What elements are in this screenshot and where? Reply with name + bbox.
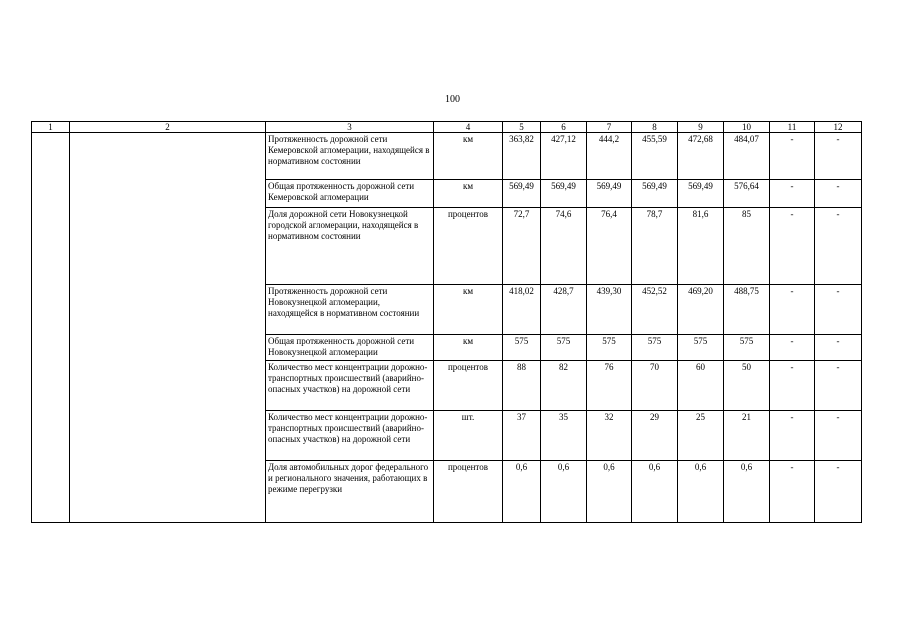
unit-cell: шт. bbox=[434, 411, 503, 461]
value-cell: 25 bbox=[678, 411, 724, 461]
value-cell: 76,4 bbox=[587, 208, 632, 285]
value-cell: 444,2 bbox=[587, 133, 632, 180]
value-cell: 50 bbox=[724, 361, 770, 411]
value-cell: 74,6 bbox=[541, 208, 587, 285]
value-cell: - bbox=[815, 361, 862, 411]
value-cell: 428,7 bbox=[541, 285, 587, 335]
value-cell: 569,49 bbox=[541, 180, 587, 208]
column-header: 9 bbox=[678, 122, 724, 133]
value-cell: 81,6 bbox=[678, 208, 724, 285]
indicator-cell: Протяженность дорожной сети Кемеровской агломерации, находящейся в нормативном состоянии bbox=[266, 133, 434, 180]
column-header: 3 bbox=[266, 122, 434, 133]
column-header: 10 bbox=[724, 122, 770, 133]
unit-cell: процентов bbox=[434, 461, 503, 523]
value-cell: 488,75 bbox=[724, 285, 770, 335]
value-cell: - bbox=[815, 461, 862, 523]
value-cell: 76 bbox=[587, 361, 632, 411]
value-cell: - bbox=[815, 133, 862, 180]
value-cell: 0,6 bbox=[587, 461, 632, 523]
value-cell: 569,49 bbox=[678, 180, 724, 208]
value-cell: 469,20 bbox=[678, 285, 724, 335]
col2-cell bbox=[70, 133, 266, 523]
value-cell: 575 bbox=[587, 335, 632, 361]
column-header: 4 bbox=[434, 122, 503, 133]
table-row bbox=[32, 133, 862, 180]
value-cell: 575 bbox=[678, 335, 724, 361]
value-cell: 576,64 bbox=[724, 180, 770, 208]
value-cell: 82 bbox=[541, 361, 587, 411]
value-cell: 0,6 bbox=[678, 461, 724, 523]
unit-cell: км bbox=[434, 133, 503, 180]
value-cell: - bbox=[770, 180, 815, 208]
value-cell: 72,7 bbox=[503, 208, 541, 285]
value-cell: 439,30 bbox=[587, 285, 632, 335]
value-cell: 78,7 bbox=[632, 208, 678, 285]
value-cell: 484,07 bbox=[724, 133, 770, 180]
indicator-cell: Общая протяженность дорожной сети Новокузнецкой агломерации bbox=[266, 335, 434, 361]
column-header: 12 bbox=[815, 122, 862, 133]
column-header: 2 bbox=[70, 122, 266, 133]
indicator-cell: Протяженность дорожной сети Новокузнецкой агломерации, находящейся в нормативном состоянии bbox=[266, 285, 434, 335]
column-header: 7 bbox=[587, 122, 632, 133]
value-cell: - bbox=[815, 285, 862, 335]
indicator-cell: Количество мест концентрации дорожно-транспортных происшествий (аварийно-опасных участков) на дорожной сети bbox=[266, 361, 434, 411]
value-cell: 575 bbox=[632, 335, 678, 361]
value-cell: 569,49 bbox=[632, 180, 678, 208]
value-cell: 35 bbox=[541, 411, 587, 461]
value-cell: - bbox=[770, 208, 815, 285]
value-cell: 472,68 bbox=[678, 133, 724, 180]
indicators-table bbox=[31, 121, 862, 523]
value-cell: 60 bbox=[678, 361, 724, 411]
column-header: 5 bbox=[503, 122, 541, 133]
value-cell: - bbox=[815, 335, 862, 361]
value-cell: - bbox=[770, 461, 815, 523]
value-cell: - bbox=[815, 180, 862, 208]
unit-cell: км bbox=[434, 285, 503, 335]
value-cell: 0,6 bbox=[541, 461, 587, 523]
value-cell: 37 bbox=[503, 411, 541, 461]
value-cell: - bbox=[770, 285, 815, 335]
value-cell: 575 bbox=[541, 335, 587, 361]
indicator-cell: Общая протяженность дорожной сети Кемеровской агломерации bbox=[266, 180, 434, 208]
value-cell: - bbox=[770, 411, 815, 461]
value-cell: 29 bbox=[632, 411, 678, 461]
header-row bbox=[32, 122, 862, 133]
column-header: 6 bbox=[541, 122, 587, 133]
col1-cell bbox=[32, 133, 70, 523]
unit-cell: процентов bbox=[434, 208, 503, 285]
value-cell: 21 bbox=[724, 411, 770, 461]
value-cell: 575 bbox=[724, 335, 770, 361]
value-cell: 418,02 bbox=[503, 285, 541, 335]
indicator-cell: Количество мест концентрации дорожно-транспортных происшествий (аварийно-опасных участков) на дорожной сети bbox=[266, 411, 434, 461]
column-header: 11 bbox=[770, 122, 815, 133]
value-cell: 427,12 bbox=[541, 133, 587, 180]
value-cell: - bbox=[770, 335, 815, 361]
page-number: 100 bbox=[445, 94, 460, 105]
value-cell: - bbox=[770, 361, 815, 411]
value-cell: 32 bbox=[587, 411, 632, 461]
column-header: 1 bbox=[32, 122, 70, 133]
value-cell: 85 bbox=[724, 208, 770, 285]
unit-cell: км bbox=[434, 180, 503, 208]
value-cell: 0,6 bbox=[632, 461, 678, 523]
value-cell: 70 bbox=[632, 361, 678, 411]
value-cell: 0,6 bbox=[503, 461, 541, 523]
value-cell: - bbox=[770, 133, 815, 180]
indicator-cell: Доля дорожной сети Новокузнецкой городской агломерации, находящейся в нормативном состоянии bbox=[266, 208, 434, 285]
unit-cell: процентов bbox=[434, 361, 503, 411]
value-cell: - bbox=[815, 208, 862, 285]
unit-cell: км bbox=[434, 335, 503, 361]
indicator-cell: Доля автомобильных дорог федерального и регионального значения, работающих в режиме перегрузки bbox=[266, 461, 434, 523]
value-cell: 569,49 bbox=[587, 180, 632, 208]
value-cell: 452,52 bbox=[632, 285, 678, 335]
value-cell: 363,82 bbox=[503, 133, 541, 180]
value-cell: - bbox=[815, 411, 862, 461]
value-cell: 569,49 bbox=[503, 180, 541, 208]
value-cell: 88 bbox=[503, 361, 541, 411]
value-cell: 0,6 bbox=[724, 461, 770, 523]
value-cell: 575 bbox=[503, 335, 541, 361]
value-cell: 455,59 bbox=[632, 133, 678, 180]
column-header: 8 bbox=[632, 122, 678, 133]
